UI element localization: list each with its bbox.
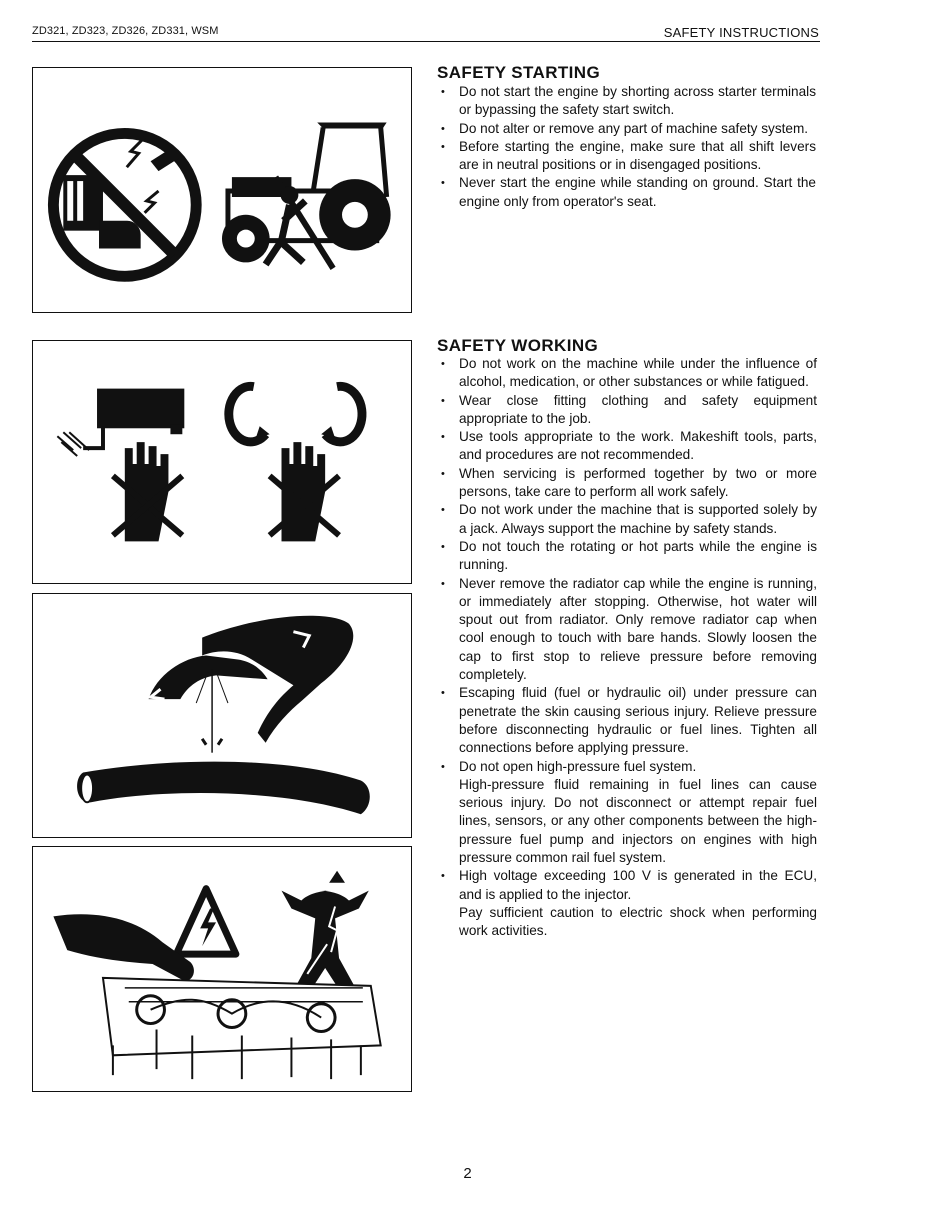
list-item-text: When servicing is performed together by two or more persons, take care to perform all work safely. [459,465,817,500]
header-model-list: ZD321, ZD323, ZD326, ZD331, WSM [32,25,219,37]
header-divider [32,41,820,42]
list-item: • Before starting the engine, make sure that all shift levers are in neutral positions or in disengaged positions. [437,138,816,175]
glove-icon-left [113,442,182,541]
tractor-person-icon [222,123,391,269]
list-item-text: Do not work under the machine that is supported solely by a jack. Always support the machine by safety stands. [459,502,817,536]
safety-starting-heading: SAFETY STARTING [437,63,601,82]
list-item [437,684,817,757]
glove-icon-right [270,442,339,541]
header-section-title: SAFETY INSTRUCTIONS [663,25,819,40]
list-item [437,355,817,392]
list-item [437,575,817,685]
page-number: 2 [463,1165,472,1182]
list-item-text: Use tools appropriate to the work. Makeshift tools, parts, and procedures are not recommended. [459,429,817,463]
illustration-escaping-fluid [32,593,412,838]
no-shorting-starter-icon [53,133,196,276]
list-item-text: Do not open high-pressure fuel system. [459,758,697,774]
illustration-high-voltage [32,846,412,1092]
safety-starting-list [437,83,816,211]
safety-working-heading: SAFETY WORKING [437,336,599,355]
high-voltage-warning-icon [176,889,236,954]
illustration-safety-starting [32,67,412,313]
electric-shock-figure-icon [282,871,369,1002]
list-item [437,538,817,575]
list-item-text: Wear close fitting clothing and safety equipment appropriate to the job. [459,392,817,426]
list-item [437,428,817,465]
illustration-rotating-hot-parts [32,340,412,584]
list-item [437,867,817,940]
list-item-text: Never remove the radiator cap while the engine is running, or immediately after stopping. Otherwise, hot water will spout out from radiator. Only remove radiator cap when cool enough to touch with bare hands. Slowly loosen the cap to first stop to relieve pressure before removing completely. [459,575,817,683]
list-item-text: Escaping fluid (fuel or hydraulic oil) under pressure can penetrate the skin causing serious injury. Relieve pressure before disconnecting hydraulic or fuel lines. Tighten all connections before applying pressure. [459,685,817,756]
list-item [437,465,817,502]
list-item [437,501,817,538]
list-item: • Never start the engine while standing on ground. Start the engine only from operator's seat. [437,174,816,211]
list-item-text: Do not touch the rotating or hot parts while the engine is running. [459,538,817,573]
list-item-subtext: Pay sufficient caution to electric shock when performing work activities. [459,904,817,939]
list-item-subtext: High-pressure fluid remaining in fuel lines can cause serious injury. Do not disconnect or attempt repair fuel lines, sensors, or any other components between the high-pressure fuel pump and injectors on engines with high pressure common rail fuel system. [459,776,817,866]
list-item-text: Do not work on the machine while under the influence of alcohol, medication, or other substances or while fatigued. [459,356,817,390]
list-item: • Do not alter or remove any part of machine safety system. [437,120,816,138]
list-item [437,392,817,429]
list-item: • Do not start the engine by shorting across starter terminals or bypassing the safety start switch. [437,83,816,120]
list-item-text: High voltage exceeding 100 V is generated in the ECU, and is applied to the injector. [459,868,817,902]
list-item [437,758,817,868]
safety-working-list [437,355,817,941]
